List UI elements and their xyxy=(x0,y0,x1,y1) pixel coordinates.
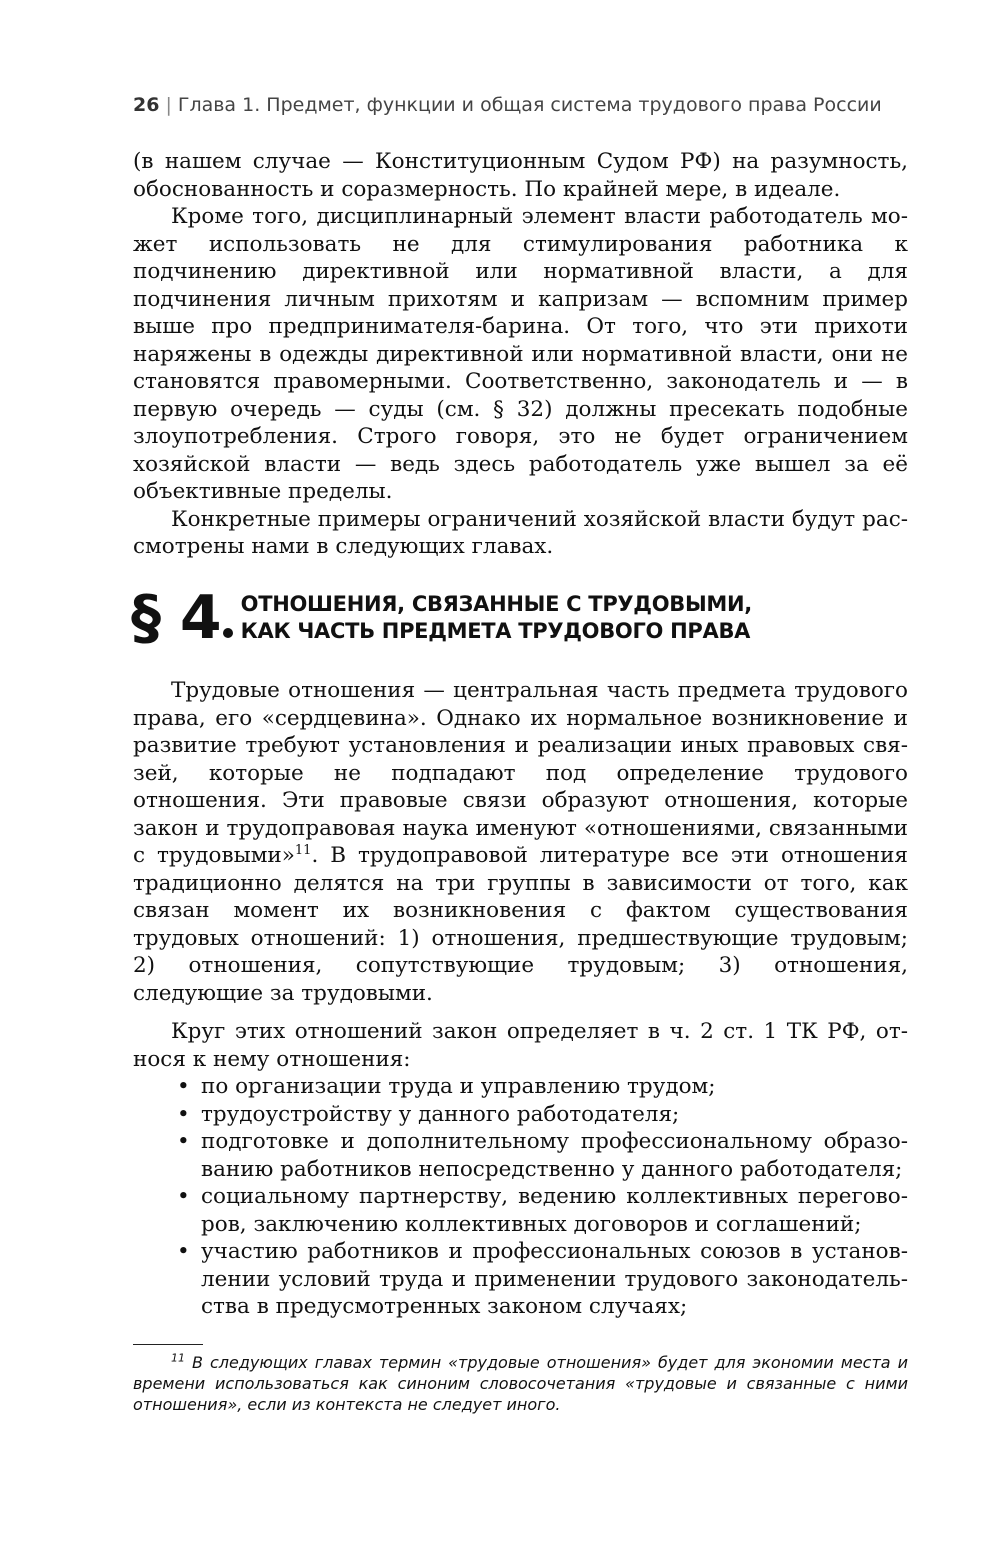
relations-list xyxy=(133,1073,908,1321)
paragraph-discipline: Кроме того, дисциплинарный элемент власти работодатель может использовать не для стимулирования работника к подчинению директивной или нормативной власти, а для подчинения личным прихотям и капризам — вспомним пример выше про предпринимателя-барина. От того, что эти прихоти наряжены в одежды директивной или нормативной власти, они не становятся правомерными. Соответственно, законодатель и — в первую очередь — суды (см. § 32) должны пресекать подобные злоупотребления. Строго говоря, это не будет ограничением хозяйской власти — ведь здесь работодатель уже вышел за её объективные пределы. xyxy=(133,204,908,504)
list-item-text: подготовке и дополнительному профессиональному образованию работников непосредственно у данного работодателя; xyxy=(201,1129,908,1182)
footnote-marker: 11 xyxy=(171,1351,185,1365)
chapter-title: Глава 1. Предмет, функции и общая система трудового права России xyxy=(177,94,882,116)
footnote-divider xyxy=(133,1344,203,1345)
section-text-block xyxy=(133,677,908,1007)
section-heading xyxy=(131,583,752,653)
list-item xyxy=(163,1238,908,1321)
section-title-line-2: КАК ЧАСТЬ ПРЕДМЕТА ТРУДОВОГО ПРАВА xyxy=(240,619,751,643)
list-intro: Круг этих отношений закон определяет в ч. 2 ст. 1 ТК РФ, относя к нему отношения: xyxy=(133,1019,908,1072)
paragraph-examples: Конкретные примеры ограничений хозяйской власти будут рассмотрены нами в следующих главах. xyxy=(133,506,908,559)
footnote-text: В следующих главах термин «трудовые отношения» будет для экономии места и времени использоваться как синоним словосочетания «трудовые и связанные с ними отношения», если из контекста не следует иного. xyxy=(133,1353,908,1414)
bullet-icon: • xyxy=(177,1074,190,1099)
paragraph-labor-relations xyxy=(133,677,908,1007)
list-item-text: участию работников и профессиональных союзов в установлении условий труда и применении трудового законодательства в предусмотренных законом случаях; xyxy=(201,1239,908,1319)
bullet-icon: • xyxy=(177,1239,190,1264)
section-number: § 4 xyxy=(131,583,221,653)
running-head-separator: | xyxy=(165,94,172,116)
top-text-block xyxy=(133,148,908,561)
list-text-block xyxy=(133,1018,908,1321)
footnote xyxy=(133,1352,908,1415)
list-item-text: трудоустройству у данного работодателя; xyxy=(201,1101,680,1127)
list-item xyxy=(163,1128,908,1183)
list-item xyxy=(163,1073,908,1101)
section-number-dot xyxy=(223,628,233,638)
list-item xyxy=(163,1183,908,1238)
paragraph-labor-relations-part-2: . В трудоправовой литературе все эти отношения традиционно делятся на три группы в зависимости от того, как связан момент их возникновения с фактом существования трудовых отношений: 1) отношения, предшествующие трудовым; 2) отношения, сопутствующие трудовым; 3) отношения, следующие за трудовыми. xyxy=(133,843,908,1006)
section-title-line-1: ОТНОШЕНИЯ, СВЯЗАННЫЕ С ТРУДОВЫМИ, xyxy=(240,592,752,616)
running-head xyxy=(133,94,882,116)
list-item-text: по организации труда и управлению трудом; xyxy=(201,1074,716,1099)
list-item-text: социальному партнерству, ведению коллективных переговоров, заключению коллективных договоров и соглашений; xyxy=(201,1184,908,1237)
footnote-reference[interactable]: 11 xyxy=(294,842,312,858)
bullet-icon: • xyxy=(177,1129,190,1154)
list-item xyxy=(163,1101,908,1129)
paragraph-continued: (в нашем случае — Конституционным Судом РФ) на разумность, обоснованность и соразмерность. По крайней мере, в идеале. xyxy=(133,149,908,202)
page-number: 26 xyxy=(133,94,160,116)
bullet-icon: • xyxy=(177,1101,190,1127)
section-title xyxy=(241,591,752,645)
paragraph-labor-relations-part-1: Трудовые отношения — центральная часть предмета трудового права, его «сердцевина». Однако их нормальное возникновение и развитие требуют установления и реализации иных правовых связей, которые не подпадают под определение трудового отношения. Эти правовые связи образуют отношения, которые закон и трудоправовая наука именуют «отношениями, связанными с трудовыми» xyxy=(133,678,908,868)
bullet-icon: • xyxy=(177,1184,190,1209)
